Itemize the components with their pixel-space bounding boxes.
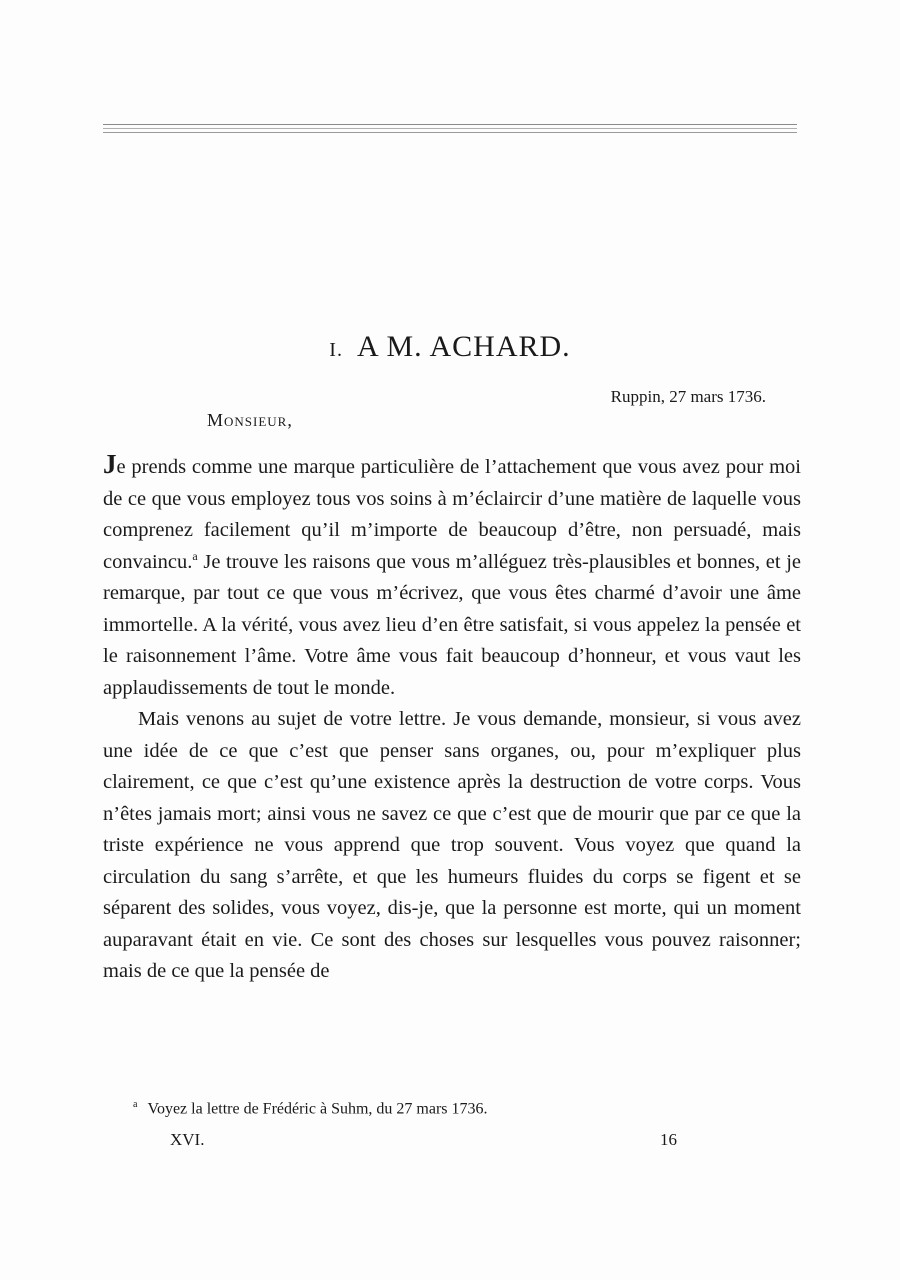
footnote-text: Voyez la lettre de Frédéric à Suhm, du 27 mars 1736. [147,1100,488,1118]
paragraph-text: Je trouve les raisons que vous m’alléguez très-plausibles et bonnes, et je remarque, par tout ce que vous m’écrivez, que vous êtes charmé d’avoir une âme immortelle. A la vérité, vous avez lieu d’en être satisfait, si vous appelez la pensée et le raisonnement l’âme. Votre âme vous fait beaucoup d’honneur, et vous vaut les applaudissements de tout le monde. [103,550,801,699]
dateline: Ruppin, 27 mars 1736. [610,387,766,406]
rule-line [103,124,797,125]
paragraph-text: e prends comme une marque particulière de l’attachement que vous avez pour moi de ce que vous employez tous vos soins à m’éclaircir d’une matière de laquelle vous comprenez facilement qu’il m’importe de beaucoup d’être, non persuadé, mais convaincu. [103,456,801,573]
footnote [133,1099,488,1118]
rule-line [103,132,797,133]
paragraph [103,449,801,704]
letter-body [103,449,801,988]
salutation: Monsieur, [207,410,293,430]
rule-line [103,128,797,129]
header-rule [103,124,797,133]
paragraph: Mais venons au sujet de votre lettre. Je vous demande, monsieur, si vous avez une idée de ce que c’est que penser sans organes, ou, pour m’expliquer plus clairement, ce que c’est qu’une existence après la destruction de votre corps. Vous n’êtes jamais mort; ainsi vous ne savez ce que c’est que de mourir que par ce que la triste expérience ne vous apprend que trop souvent. Vous voyez que quand la circulation du sang s’arrête, et que les humeurs fluides du corps se figent et se séparent des solides, vous voyez, dis-je, que la personne est morte, qui un moment auparavant était en vie. Ce sont des choses sur lesquelles vous pouvez raisonner; mais de ce que la pensée de [103,708,801,982]
footnote-mark: a [133,1099,138,1110]
footnote-reference: a [192,548,198,563]
volume-signature: XVI. [170,1130,205,1149]
letter-title: A M. ACHARD. [356,330,571,363]
letter-number: I. [329,339,343,361]
sheet-signature: 16 [660,1130,677,1149]
drop-cap: J [103,449,117,479]
letter-heading [0,330,900,364]
